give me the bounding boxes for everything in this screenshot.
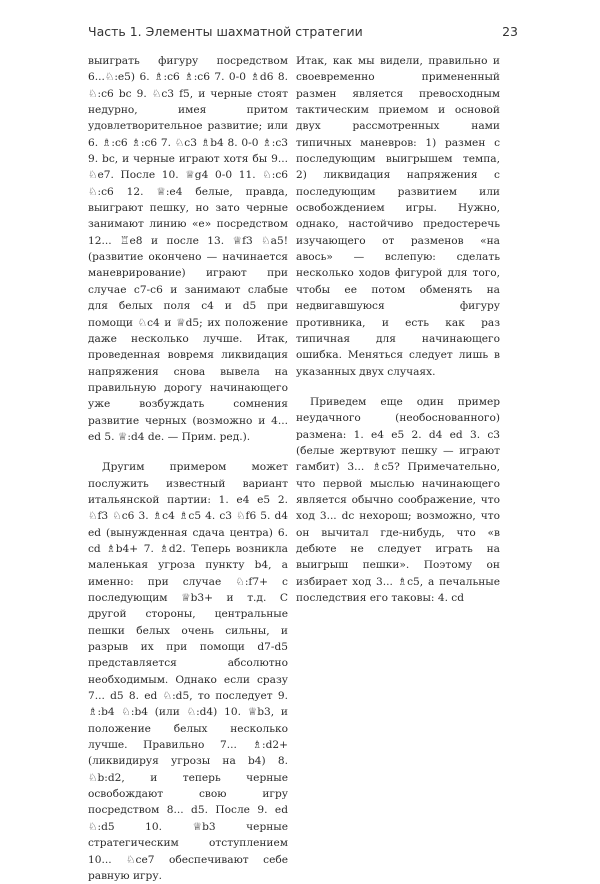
paragraph-summary: Итак, как мы видели, правильно и своевременно примененный размен является превосходным тактическим приемом и основой двух рассмотренных нами типичных маневров: 1) размен с последующим выигрышем темпа, 2) ликвидация напряжения с последующим развитием или освобождением игры. Нужно, однако, настойчиво предостеречь изучающего от разменов «на авось» — вслепую: сделать несколько ходов фигурой для того, чтобы ее потом обменять на недвигавшуюся фигуру противника, и есть как раз типичная для начинающего ошибка. Меняться следует лишь в указанных двух случаях. (296, 55, 500, 378)
running-header (88, 24, 518, 46)
right-column (296, 53, 500, 606)
paragraph-italian-game: Другим примером может послужить известный вариант итальянской партии: 1. e4 e5 2. ♘f3 ♘c6 3. ♗c4 ♗c5 4. c3 ♘f6 5. d4 ed (вынужденная сдача центра) 6. cd ♗b4+ 7. ♗d2. Теперь возникла маленькая угроза пункту b4, а именно: при случае ♘:f7+ с последующим ♕b3+ и т.д. С другой стороны, центральные пешки белых очень сильны, и разрыв их при помощи d7-d5 представляется абсолютно необходимым. Однако если сразу 7... d5 8. ed ♘:d5, то последует 9. ♗:b4 ♘:b4 (или ♘:d4) 10. ♕b3, и положение белых несколько лучше. Правильно 7... ♗:d2+ (ликвидируя угрозы на b4) 8. ♘b:d2, и теперь черные освобождают свою игру посредством 8... d5. После 9. ed ♘:d5 10. ♕b3 черные стратегическим отступлением 10... ♘ce7 обеспечивают себе равную игру. (88, 461, 288, 882)
left-column (88, 53, 288, 884)
chapter-title: Часть 1. Элементы шахматной стратегии (88, 24, 363, 39)
paragraph-continuation: выиграть фигуру посредством 6...♘:e5) 6. ♗:c6 ♗:c6 7. 0-0 ♗d6 8. ♘:c6 bc 9. ♘c3 f5, и черные стоят недурно, имея притом удовлетворительное развитие; или 6. ♗:c6 ♗:c6 7. ♘c3 ♗b4 8. 0-0 ♗:c3 9. bc, и черные играют хотя бы 9... ♘e7. После 10. ♕g4 0-0 11. ♘:c6 ♘:c6 12. ♕:e4 белые, правда, выиграют пешку, но зато черные занимают линию «е» посредством 12... ♖e8 и после 13. ♕f3 ♘a5! (развитие окончено — начинается маневрирование) играют при случае c7-c6 и занимают слабые для белых поля c4 и d5 при помощи ♘c4 и ♕d5; их положение даже несколько лучше. Итак, проведенная вовремя ликвидация напряжения снова вывела на правильную дорогу начинающего уже возбуждать сомнения развитие черных (возможно и 4... ed 5. ♕:d4 de. — Прим. ред.). (88, 55, 288, 443)
page-number: 23 (502, 24, 518, 39)
paragraph-gambit-example: Приведем еще один пример неудачного (необоснованного) размена: 1. e4 e5 2. d4 ed 3. c3 (белые жертвуют пешку — играют гамбит) 3... ♗c5? Примечательно, что первой мыслью начинающего является обычно соображение, что ход 3... dc нехорош; возможно, что он вычитал где-нибудь, что «в дебюте не следует играть на выигрыш пешки». Поэтому он избирает ход 3... ♗c5, а печальные последствия его таковы: 4. cd (296, 395, 500, 604)
